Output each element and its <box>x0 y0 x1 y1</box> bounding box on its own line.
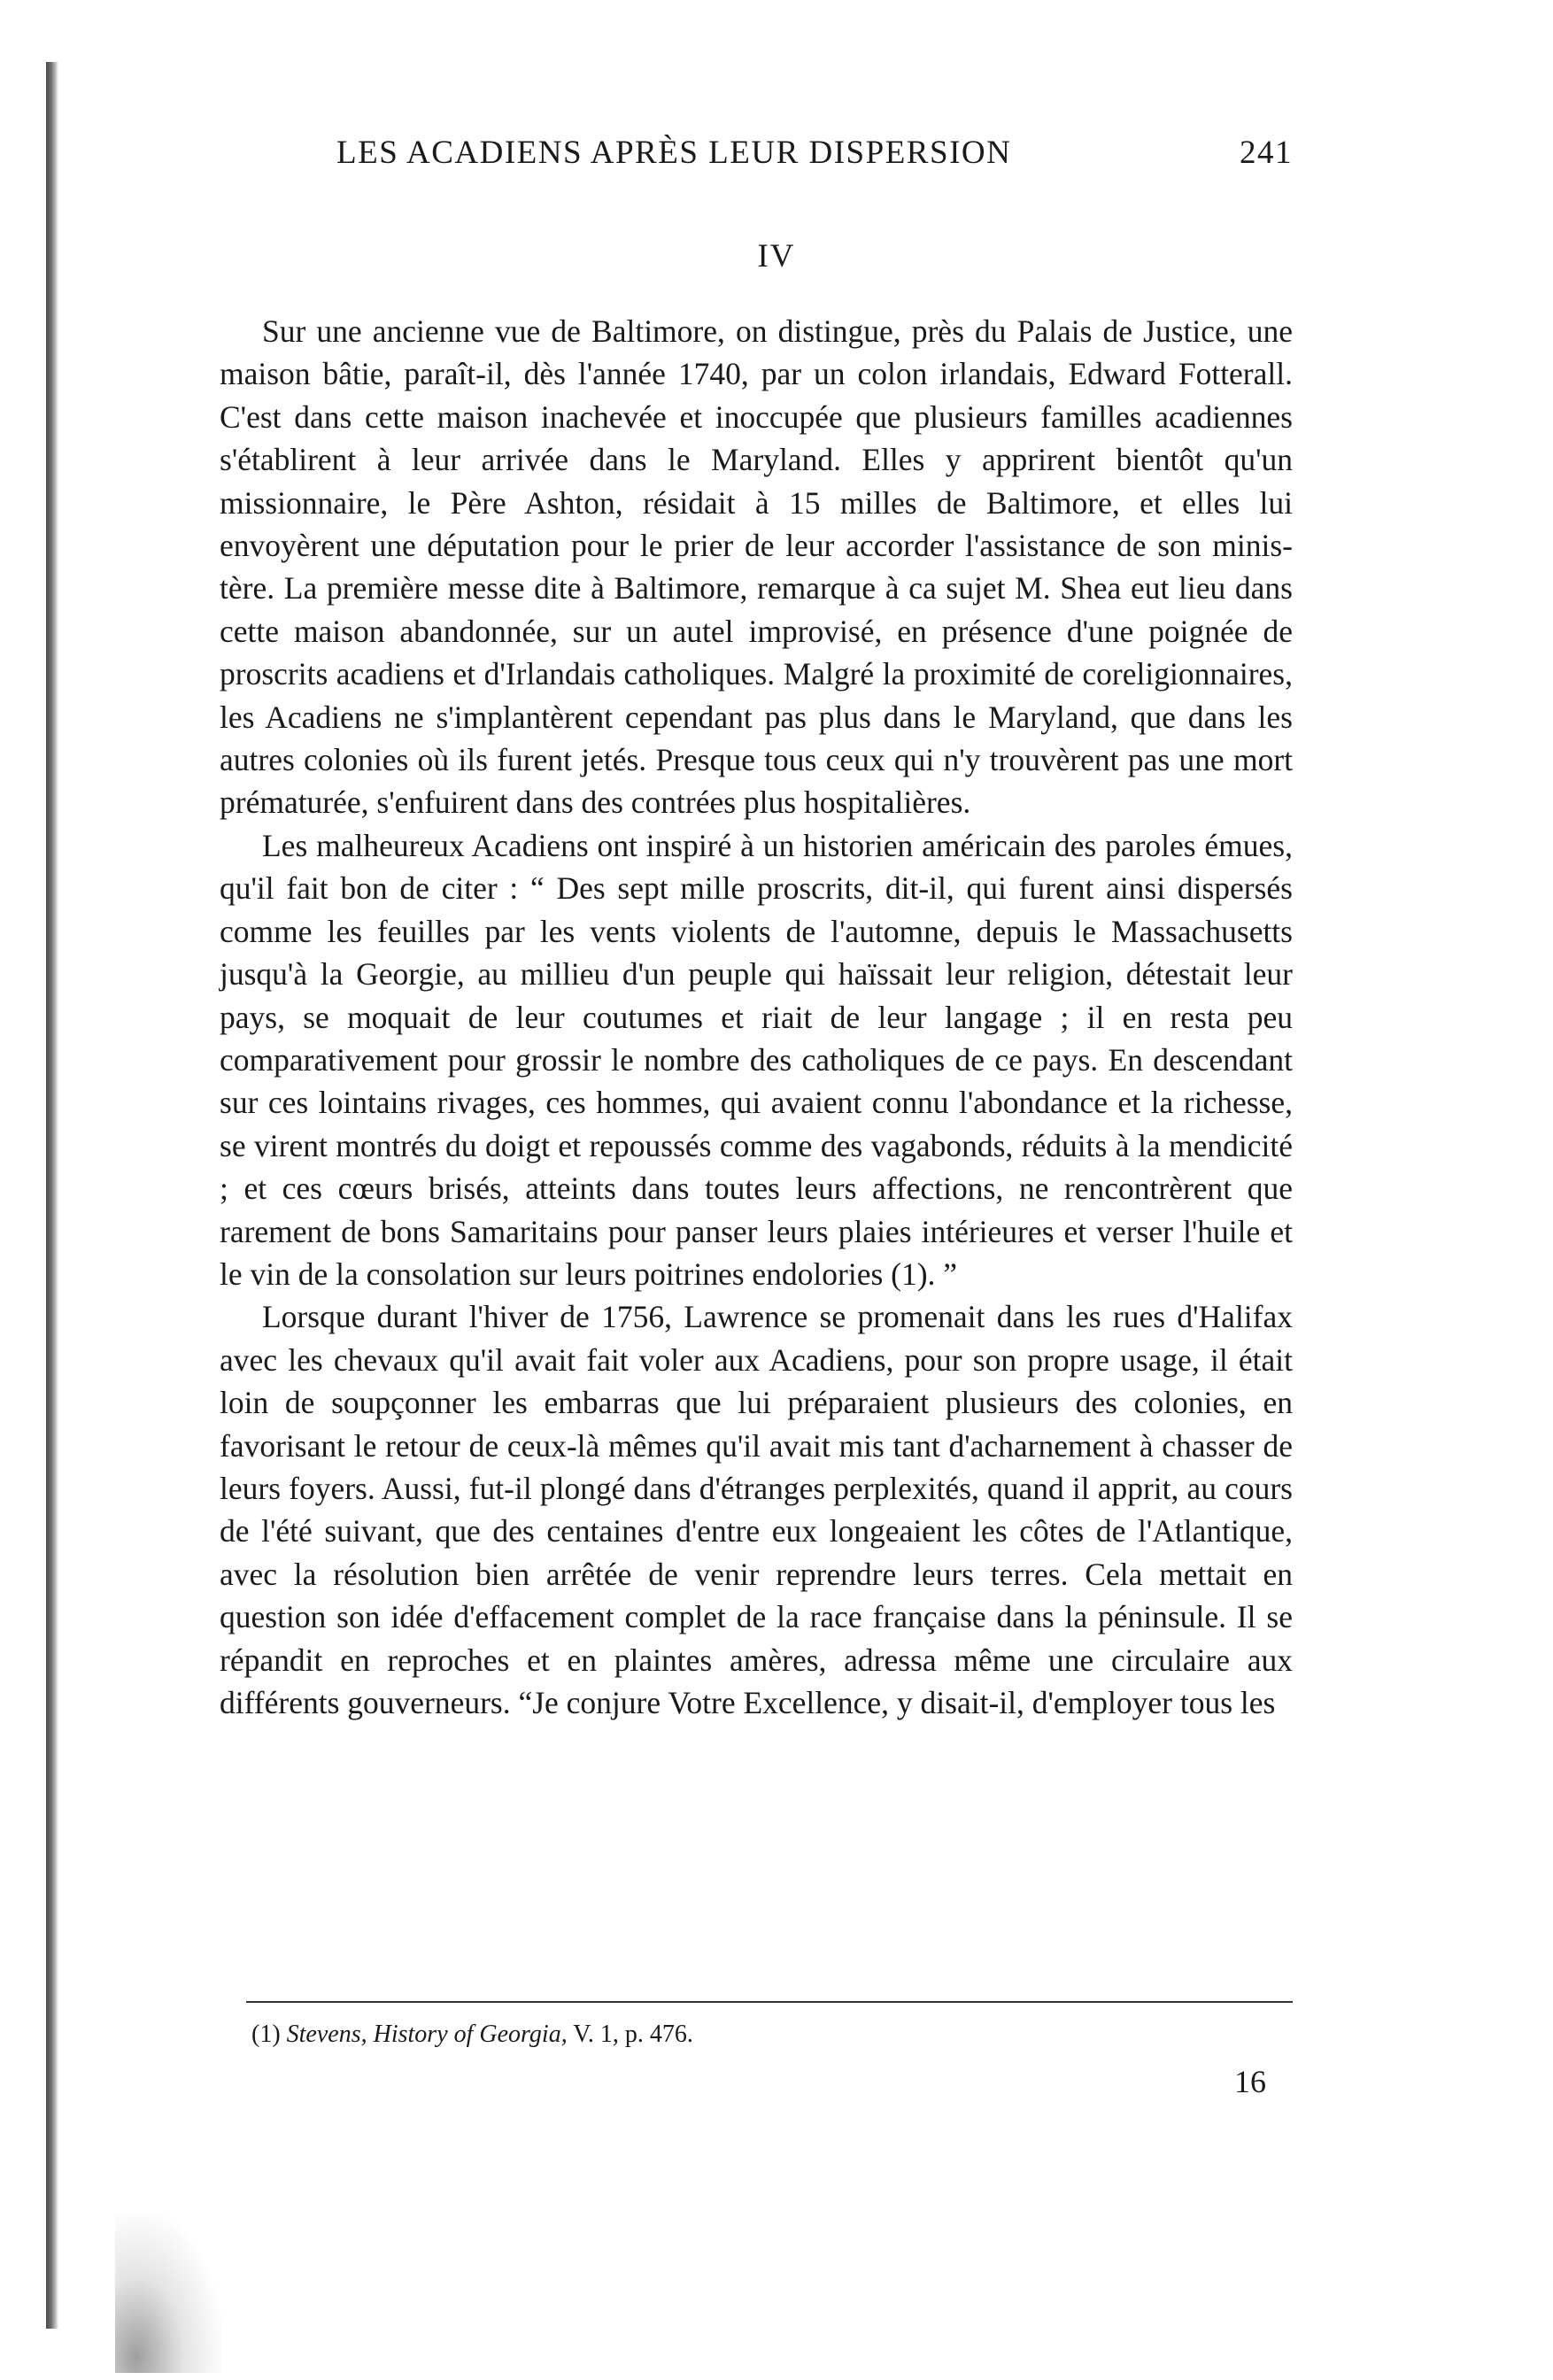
printer-signature: 16 <box>1234 2064 1266 2099</box>
footnote-title: History of Georgia, <box>373 2021 568 2048</box>
footnote-author: Stevens, <box>286 2021 367 2048</box>
running-header <box>336 131 1293 175</box>
paragraph: Sur une ancienne vue de Baltimore, on distingue, près du Palais de Justice, une maison bâtie, paraît-il, dès l'année 1740, par un colon irlandais, Edward Fotterall. C'est dans cette maison inachevée et inoccupée que plusieurs familles acadiennes s'établirent à leur arrivée dans le Maryland. Elles y apprirent bientôt qu'un missionnaire, le Père Ashton, résidait à 15 milles de Baltimore, et elles lui envoyèrent une députation pour le prier de leur accorder l'assistance de son ministère. La première messe dite à Baltimore, remarque à ca sujet M. Shea eut lieu dans cette maison abandonnée, sur un autel improvisé, en présence d'une poignée de proscrits acadiens et d'Irlandais catholiques. Malgré la proximité de coreligionnaires, les Acadiens ne s'implantèrent cependant pas plus dans le Maryland, que dans les autres colonies où ils furent jetés. Presque tous ceux qui n'y trouvèrent pas une mort prématurée, s'enfuirent dans des contrées plus hospitalières. <box>220 313 1293 821</box>
section-number: IV <box>757 238 796 274</box>
footnote <box>251 2017 1293 2052</box>
footnote-marker: (1) <box>251 2021 281 2048</box>
page-number: 241 <box>1240 135 1293 171</box>
body-text <box>220 310 1293 1724</box>
running-title: LES ACADIENS APRÈS LEUR DISPERSION <box>336 135 1012 171</box>
paragraph: Lorsque durant l'hiver de 1756, Lawrence se promenait dans les rues d'Halifax avec les chevaux qu'il avait fait voler aux Acadiens, pour son propre usage, il était loin de soupçonner les embarras que lui préparaient plusieurs des colonies, en favorisant le retour de ceux-là mêmes qu'il avait mis tant d'acharnement à chasser de leurs foyers. Aussi, fut-il plongé dans d'étranges perplexités, quand il apprit, au cours de l'été suivant, que des centaines d'entre eux longeaient les côtes de l'Atlantique, avec la résolution bien arrêtée de venir reprendre leurs terres. Cela mettait en question son idée d'effacement complet de la race française dans la péninsule. Il se répandit en reproches et en plaintes amères, adressa même une circulaire aux différents gouverneurs. “Je conjure Votre Excellence, y disait-il, d'employer tous les <box>220 1299 1293 1720</box>
binding-shadow <box>46 62 58 2329</box>
scan-smudge <box>115 2214 221 2373</box>
footnote-reference: V. 1, p. 476. <box>573 2021 693 2048</box>
footnote-rule <box>246 2001 1293 2003</box>
paragraph: Les malheureux Acadiens ont inspiré à un historien américain des paroles émues, qu'il fait bon de citer : “ Des sept mille proscrits, dit-il, qui furent ainsi dispersés comme les feuilles par les vents violents de l'automne, depuis le Massachusetts jusqu'à la Georgie, au millieu d'un peuple qui haïssait leur religion, détestait leur pays, se moquait de leur coutumes et riait de leur langage ; il en resta peu comparativement pour grossir le nombre des catholiques de ce pays. En descendant sur ces lointains rivages, ces hommes, qui avaient connu l'abondance et la richesse, se virent montrés du doigt et repoussés comme des vagabonds, réduits à la mendicité ; et ces cœurs brisés, atteints dans toutes leurs affections, ne rencontrèrent que rarement de bons Samaritains pour panser leurs plaies intérieures et verser l'huile et le vin de la consolation sur leurs poitrines endolories (1). ” <box>220 827 1293 1292</box>
